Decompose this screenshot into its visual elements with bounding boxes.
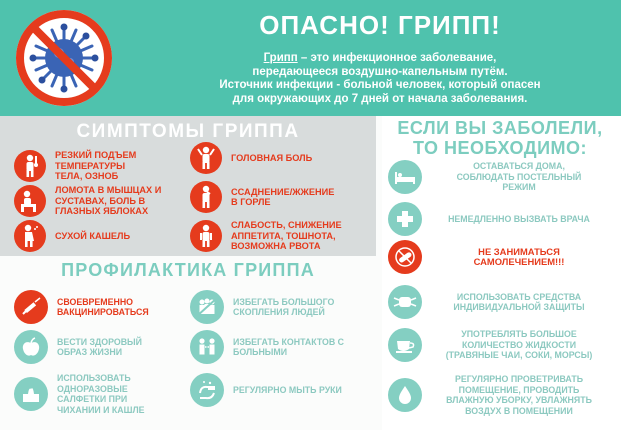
if-sick-line: ОСТАВАТЬСЯ ДОМА,: [473, 161, 565, 172]
prevention-title: ПРОФИЛАКТИКА ГРИППА: [61, 260, 315, 280]
prevention-line: ВЕСТИ ЗДОРОВЫЙ: [57, 336, 142, 347]
symptom-line: ГОЛОВНАЯ БОЛЬ: [231, 152, 313, 163]
if-sick-item: [388, 240, 616, 274]
if-sick-line: НЕМЕДЛЕННО ВЫЗВАТЬ ВРАЧА: [448, 213, 590, 224]
symptom-item: [14, 220, 130, 252]
symptom-line: СУСТАВАХ, БОЛЬ В: [55, 195, 146, 206]
if-sick-item: [388, 285, 616, 319]
prevention-line: ОДНОРАЗОВЫЕ: [57, 383, 128, 394]
symptom-item: [190, 220, 342, 252]
desc-line-2: передающееся воздушно-капельным путём.: [252, 65, 508, 78]
prevention-line: ОБРАЗ ЖИЗНИ: [57, 347, 123, 357]
if-sick-item: [388, 374, 616, 416]
if-sick-text: [422, 329, 616, 361]
tissue-icon: [14, 377, 48, 411]
page-title: ОПАСНО! ГРИПП!: [259, 10, 501, 40]
if-sick-line: НЕ ЗАНИМАТЬСЯ: [478, 245, 560, 257]
symptom-line: РЕЗКИЙ ПОДЪЕМ: [55, 150, 137, 161]
fever-person-icon: [14, 150, 46, 182]
sore-throat-person-icon: [190, 181, 222, 213]
apple-icon: [14, 330, 48, 364]
symptom-line: СЛАБОСТЬ, СНИЖЕНИЕ: [231, 220, 342, 231]
symptom-line: ССАДНЕНИЕ/ЖЖЕНИЕ: [231, 186, 335, 197]
prevention-line: ИЗБЕГАТЬ БОЛЬШОГО: [233, 296, 335, 307]
no-contact-icon: [190, 330, 224, 364]
symptom-item: [14, 185, 161, 217]
if-sick-line: ПОМЕЩЕНИЕ, ПРОВОДИТЬ: [458, 384, 580, 395]
if-sick-line: (ТРАВЯНЫЕ ЧАИ, СОКИ, МОРСЫ): [445, 350, 593, 361]
prevention-line: СКОПЛЕНИЯ ЛЮДЕЙ: [233, 307, 325, 317]
symptoms-title: СИМПТОМЫ ГРИППА: [76, 121, 300, 142]
if-sick-text: [422, 374, 616, 416]
if-sick-text: [422, 247, 616, 268]
prevention-line: СВОЕВРЕМЕННО: [57, 296, 134, 307]
symptom-text: [55, 185, 161, 217]
if-sick-title-line: ТО НЕОБХОДИМО:: [412, 138, 588, 158]
symptom-text: [55, 231, 130, 242]
prevention-line: РЕГУЛЯРНО МЫТЬ РУКИ: [233, 384, 342, 395]
prevention-text: [57, 297, 149, 318]
if-sick-line: СОБЛЮДАТЬ ПОСТЕЛЬНЫЙ: [456, 171, 582, 182]
symptom-text: [231, 187, 334, 208]
joint-pain-person-icon: [14, 185, 46, 217]
no-pills-icon: [388, 240, 422, 274]
if-sick-item: [388, 202, 616, 236]
prevention-text: [57, 373, 145, 415]
mask-icon: [388, 285, 422, 319]
if-sick-text: [422, 292, 616, 313]
if-sick-title-line: ЕСЛИ ВЫ ЗАБОЛЕЛИ,: [397, 118, 603, 138]
prevention-text: [233, 297, 334, 318]
ventilate-room-icon: [388, 378, 422, 412]
desc-keyword: Грипп: [263, 52, 298, 64]
flu-description: [150, 52, 610, 106]
prevention-line: ВАКЦИНИРОВАТЬСЯ: [57, 307, 149, 317]
prevention-item: [190, 373, 342, 407]
symptom-line: СУХОЙ КАШЕЛЬ: [55, 230, 131, 241]
desc-line-4: для окружающих до 7 дней от начала заболевания.: [232, 92, 528, 105]
prevention-item: [14, 330, 142, 364]
if-sick-line: ВЛАЖНУЮ УБОРКУ, УВЛАЖНЯТЬ: [446, 395, 592, 405]
symptom-text: [55, 150, 136, 182]
if-sick-text: [422, 214, 616, 225]
if-sick-line: ВОЗДУХ В ПОМЕЩЕНИИ: [465, 405, 573, 416]
bed-icon: [388, 160, 422, 194]
prevention-line: БОЛЬНЫМИ: [233, 347, 288, 357]
desc-line-3: Источник инфекции - больной человек, который опасен: [219, 79, 541, 91]
no-virus-icon: [12, 6, 116, 110]
prevention-text: [233, 385, 342, 396]
prevention-item: [190, 290, 334, 324]
if-sick-line: РЕГУЛЯРНО ПРОВЕТРИВАТЬ: [454, 374, 584, 384]
if-sick-line: УПОТРЕБЛЯТЬ БОЛЬШОЕ: [461, 329, 577, 340]
prevention-text: [57, 337, 142, 358]
if-sick-item: [388, 160, 616, 194]
prevention-item: [190, 330, 344, 364]
symptom-text: [231, 153, 312, 164]
if-sick-text: [422, 161, 616, 193]
prevention-item: [14, 373, 145, 415]
cough-person-icon: [14, 220, 46, 252]
symptom-line: ТЕМПЕРАТУРЫ: [55, 160, 126, 171]
crowd-avoid-icon: [190, 290, 224, 324]
prevention-line: ИЗБЕГАТЬ КОНТАКТОВ С: [233, 336, 344, 347]
symptom-item: [190, 142, 312, 174]
symptom-line: В ГОРЛЕ: [231, 197, 271, 207]
if-sick-item: [388, 328, 616, 362]
if-sick-line: КОЛИЧЕСТВО ЖИДКОСТИ: [461, 339, 577, 350]
prevention-text: [233, 337, 344, 358]
symptom-line: ЛОМОТА В МЫШЦАХ И: [55, 185, 162, 196]
syringe-icon: [14, 290, 48, 324]
prevention-item: [14, 290, 149, 324]
symptom-item: [190, 181, 334, 213]
prevention-line: ЧИХАНИИ И КАШЛЕ: [57, 404, 145, 415]
weakness-person-icon: [190, 220, 222, 252]
desc-line-1: – это инфекционное заболевание,: [297, 52, 497, 64]
prevention-line: ИСПОЛЬЗОВАТЬ: [57, 373, 131, 383]
headache-person-icon: [190, 142, 222, 174]
if-sick-line: ИНДИВИДУАЛЬНОЙ ЗАЩИТЫ: [453, 302, 585, 312]
medical-cross-icon: [388, 202, 422, 236]
symptom-line: ТЕЛА, ОЗНОБ: [55, 171, 119, 182]
hand-wash-icon: [190, 373, 224, 407]
prevention-line: САЛФЕТКИ ПРИ: [57, 394, 128, 404]
symptom-line: АППЕТИТА, ТОШНОТА,: [231, 230, 336, 241]
if-sick-line: ИСПОЛЬЗОВАТЬ СРЕДСТВА: [456, 291, 582, 302]
symptom-item: [14, 150, 136, 182]
symptom-line: ГЛАЗНЫХ ЯБЛОКАХ: [55, 206, 149, 217]
if-sick-line: САМОЛЕЧЕНИЕМ!!!: [473, 256, 565, 267]
teacup-icon: [388, 328, 422, 362]
if-sick-line: РЕЖИМ: [502, 182, 536, 193]
symptom-text: [231, 220, 342, 252]
symptom-line: ВОЗМОЖНА РВОТА: [231, 241, 321, 252]
if-sick-title: [382, 118, 618, 158]
